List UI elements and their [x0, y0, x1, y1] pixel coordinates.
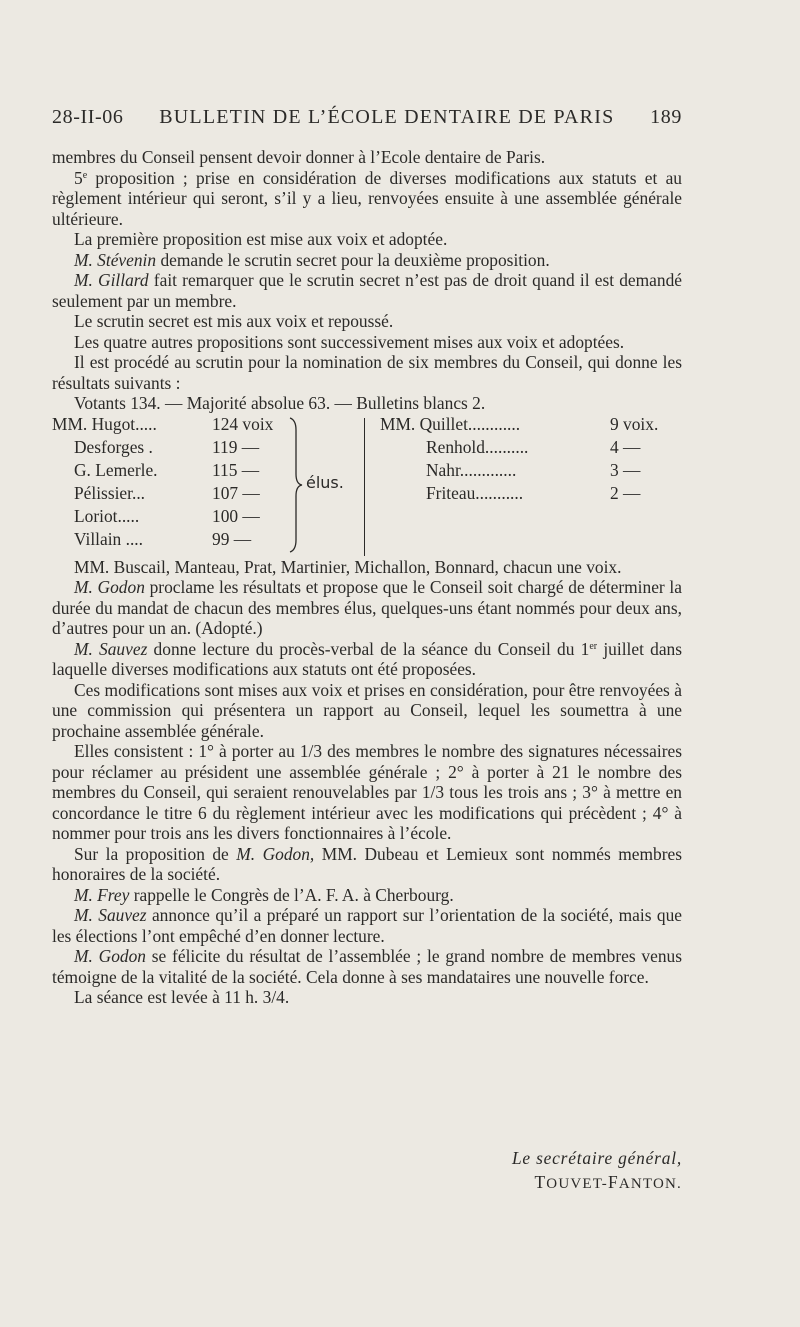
elected-name: Pélissier... — [74, 482, 146, 503]
elected-name: Desforges . — [74, 436, 153, 457]
elected-votes: 99 — — [212, 528, 252, 549]
journal-title: BULLETIN DE L’ÉCOLE DENTAIRE DE PARIS — [159, 106, 615, 128]
brace-icon — [288, 416, 304, 554]
other-votes: 3 — — [610, 459, 641, 480]
signature-name: TOUVET-FANTON. — [534, 1172, 682, 1192]
paragraph: M. Sauvez donne lecture du procès-verbal de la séance du Conseil du 1er juillet dans laquelle diverses modifications aux statuts ont été proposées. — [52, 638, 683, 679]
paragraph: Ces modifications sont mises aux voix et prises en considération, pour être renvoyées à une commission qui présentera un rapport au Conseil, lequel les soumettra à une prochaine assemblée générale. — [52, 679, 682, 741]
paragraph: membres du Conseil pensent devoir donner à l’Ecole dentaire de Paris. — [52, 147, 546, 167]
elected-votes: 119 — — [212, 436, 260, 457]
elected-votes: 124 voix — [212, 413, 274, 434]
other-votes: 4 — — [610, 436, 641, 457]
paragraph: La première proposition est mise aux voix et adoptée. — [74, 229, 448, 249]
column-divider — [364, 418, 365, 556]
elected-votes: 107 — — [212, 482, 260, 503]
paragraph: M. Gillard fait remarquer que le scrutin secret n’est pas de droit quand il est demandé seulement par un membre. — [52, 270, 683, 311]
other-name: MM. Quillet............ — [380, 413, 521, 434]
paragraph: Les quatre autres propositions sont successivement mises aux voix et adoptées. — [74, 331, 625, 352]
issue-date: 28-II-06 — [52, 106, 124, 128]
paragraph: MM. Buscail, Manteau, Prat, Martinier, Michallon, Bonnard, chacun une voix. — [74, 556, 622, 577]
paragraph: Le scrutin secret est mis aux voix et repoussé. — [74, 311, 394, 331]
other-name: Renhold.......... — [426, 436, 529, 457]
paragraph: Il est procédé au scrutin pour la nomination de six membres du Conseil, qui donne les résultats suivants : — [52, 352, 682, 393]
paragraph: M. Stévenin demande le scrutin secret pour la deuxième proposition. — [74, 249, 550, 270]
other-name: Nahr............. — [426, 459, 517, 480]
signature-role: Le secrétaire général, — [511, 1148, 682, 1168]
page-number: 189 — [650, 106, 682, 128]
paragraph: M. Godon se félicite du résultat de l’assemblée ; le grand nombre de membres venus témoigne de la vitalité de la société. Cela donne à ses mandataires une nouvelle force. — [52, 946, 682, 987]
other-votes: 2 — — [610, 482, 641, 503]
elected-label: élus. — [306, 472, 344, 492]
elected-votes: 115 — — [212, 459, 260, 480]
paragraph: Elles consistent : 1° à porter au 1/3 des membres le nombre des signatures nécessaires pour réclamer au président une assemblée générale ; 2° à porter à 21 le nombre des membres du Conseil, qui seraient renouvelables par 1/3 tous les trois ans ; 3° à mettre en concordance le titre 6 du règlement intérieur avec les modifications qui précèdent ; 4° à nommer pour trois ans les divers fonctionnaires à l’école. — [52, 741, 682, 843]
other-votes: 9 voix. — [610, 413, 659, 434]
running-header — [52, 106, 682, 129]
paragraph: Sur la proposition de M. Godon, MM. Dubeau et Lemieux sont nommés membres honoraires de la société. — [52, 843, 682, 884]
elected-name: G. Lemerle. — [74, 459, 158, 480]
election-results — [52, 414, 682, 557]
body-text — [52, 147, 682, 1008]
elected-name: Loriot..... — [74, 505, 140, 526]
paragraph: 5e proposition ; prise en considération de diverses modifications aux statuts et au règlement intérieur qui seront, s’il y a lieu, renvoyées ensuite à une assemblée générale ultérieure. — [52, 167, 682, 229]
paragraph: La séance est levée à 11 h. 3/4. — [74, 987, 290, 1007]
paragraph: M. Godon proclame les résultats et propose que le Conseil soit chargé de déterminer la durée du mandat de chacun des membres élus, quelques-uns étant nommés pour deux ans, d’autres pour un an. (Adopté.) — [52, 577, 682, 638]
paragraph: M. Frey rappelle le Congrès de l’A. F. A. à Cherbourg. — [74, 884, 454, 905]
elected-name: Villain .... — [74, 528, 143, 549]
elected-votes: 100 — — [212, 505, 260, 526]
elected-name: MM. Hugot..... — [52, 413, 157, 434]
other-name: Friteau........... — [426, 482, 524, 503]
paragraph: M. Sauvez annonce qu’il a préparé un rapport sur l’orientation de la société, mais que les élections l’ont empêché d’en donner lecture. — [52, 905, 682, 946]
vote-summary: Votants 134. — Majorité absolue 63. — Bulletins blancs 2. — [74, 393, 486, 413]
